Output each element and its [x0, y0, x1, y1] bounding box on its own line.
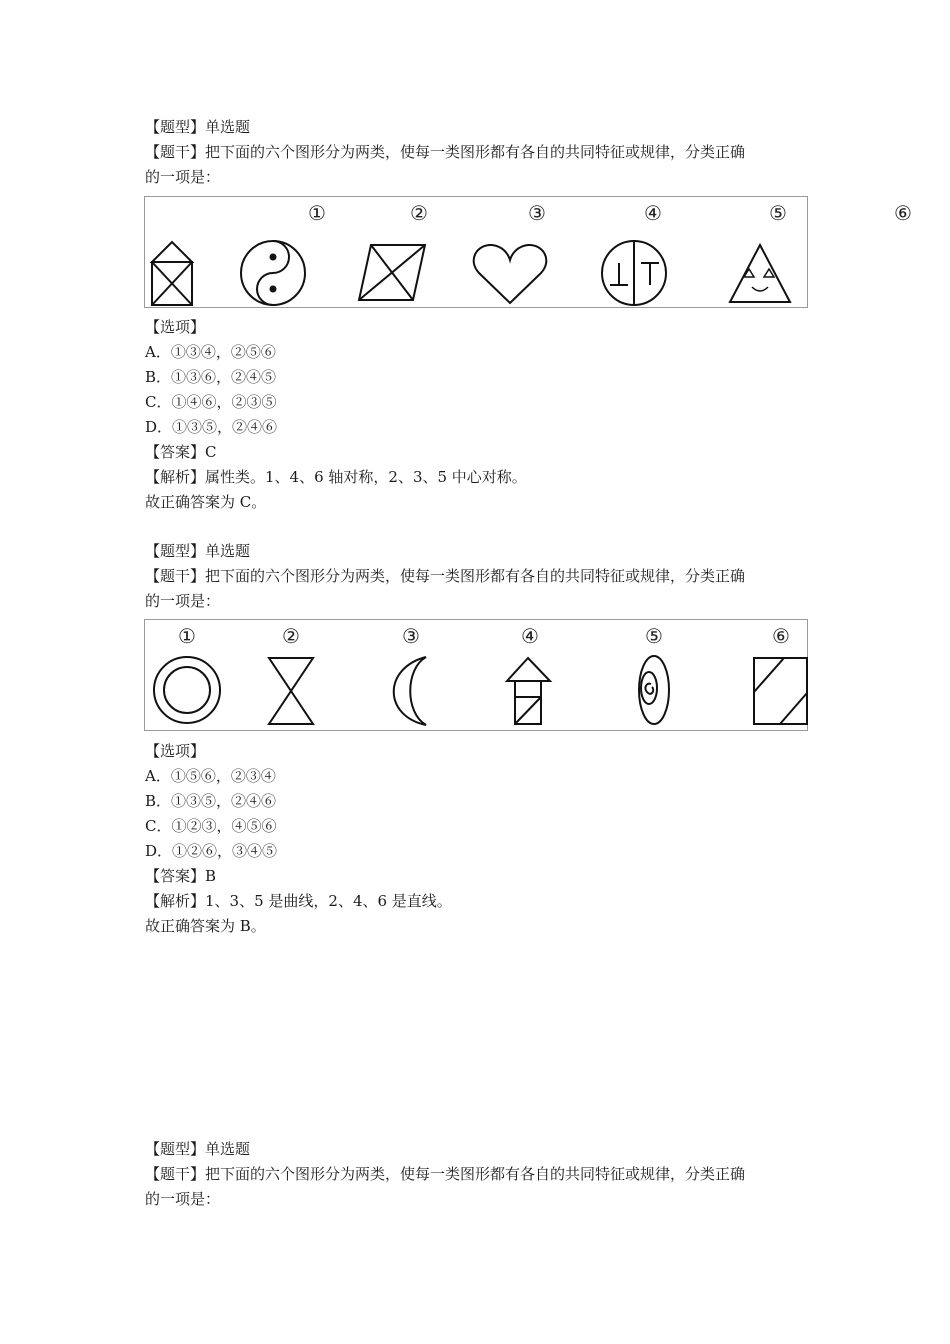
figure-number: ③: [528, 201, 546, 225]
conclusion: 故正确答案为 C。: [145, 493, 267, 511]
figure-number: ⑥: [894, 201, 912, 225]
figure-number: ④: [644, 201, 662, 225]
figure-panel: [144, 619, 808, 731]
arrow-box-icon: [507, 658, 550, 724]
option-c: C．①②③，④⑤⑥: [145, 817, 277, 835]
question-type: 【题型】单选题: [145, 118, 251, 136]
options-header: 【选项】: [145, 318, 206, 336]
figure-number: ⑤: [769, 201, 787, 225]
option-a: A．①⑤⑥，②③④: [145, 767, 276, 785]
figure-number: ④: [521, 624, 539, 648]
circle-up-down-tack-icon: [602, 241, 666, 305]
question-stem: 【题干】把下面的六个图形分为两类，使每一类图形都有各自的共同特征或规律，分类正确: [145, 143, 746, 161]
question-stem: 【题干】把下面的六个图形分为两类，使每一类图形都有各自的共同特征或规律，分类正确: [145, 1165, 746, 1183]
question-stem-continued: 的一项是：: [145, 168, 221, 186]
figure-panel: [144, 196, 912, 308]
heart-icon: [474, 245, 547, 303]
ellipse-spiral-icon: [639, 656, 669, 724]
question-stem-continued: 的一项是：: [145, 592, 221, 610]
figure-number: ①: [178, 624, 196, 648]
figure-number: ⑤: [645, 624, 663, 648]
figure-number: ⑥: [772, 624, 790, 648]
option-d: D．①②⑥，③④⑤: [145, 842, 278, 860]
figure-number: ③: [402, 624, 420, 648]
option-d: D．①③⑤，②④⑥: [145, 418, 278, 436]
option-b: B．①③⑥，②④⑤: [145, 368, 277, 386]
conclusion: 故正确答案为 B。: [145, 917, 266, 935]
question-type: 【题型】单选题: [145, 542, 251, 560]
hourglass-icon: [269, 658, 313, 724]
figure-number: ②: [282, 624, 300, 648]
analysis: 【解析】属性类。1、4、6 轴对称，2、3、5 中心对称。: [145, 468, 527, 486]
house-icon: [152, 242, 192, 305]
option-a: A．①③④，②⑤⑥: [145, 343, 276, 361]
rectangle-diagonals-icon: [754, 658, 807, 724]
triangle-face-icon: [730, 245, 790, 302]
yin-yang-icon: [241, 241, 305, 305]
options-header: 【选项】: [145, 742, 206, 760]
figure-number: ②: [410, 201, 428, 225]
analysis: 【解析】1、3、5 是曲线，2、4、6 是直线。: [145, 892, 452, 910]
concentric-circles-icon: [154, 657, 220, 723]
option-b: B．①③⑤，②④⑥: [145, 792, 277, 810]
question-type: 【题型】单选题: [145, 1140, 251, 1158]
option-c: C．①④⑥，②③⑤: [145, 393, 277, 411]
question-stem: 【题干】把下面的六个图形分为两类，使每一类图形都有各自的共同特征或规律，分类正确: [145, 567, 746, 585]
answer: 【答案】B: [145, 867, 217, 885]
answer: 【答案】C: [145, 443, 217, 461]
parallelogram-icon: [359, 245, 425, 300]
question-stem-continued: 的一项是：: [145, 1190, 221, 1208]
figure-number: ①: [308, 201, 326, 225]
crescent-icon: [394, 657, 426, 725]
